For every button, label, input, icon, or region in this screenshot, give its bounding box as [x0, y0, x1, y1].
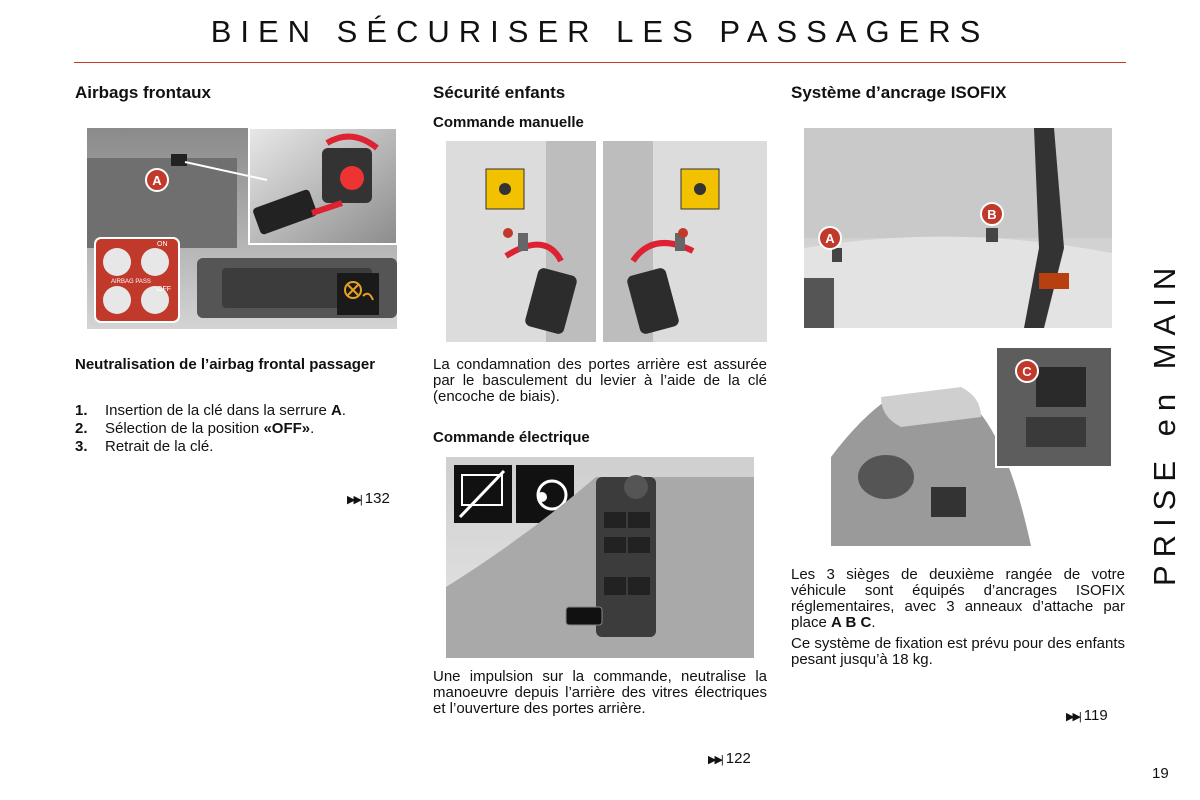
electric-control-text: Une impulsion sur la commande, neutralise la manoeuvre depuis l’arrière des vitres électriques et l’ouverture des portes arrière. — [433, 668, 767, 717]
page-reference-link[interactable]: ▶▶| 119 — [1066, 707, 1108, 724]
page-title: BIEN SÉCURISER LES PASSAGERS — [210, 14, 990, 49]
child-lock-left-illustration — [446, 141, 596, 342]
step-number: 2. — [75, 420, 88, 437]
isofix-armrest-photo — [831, 347, 1112, 546]
next-page-icon: ▶▶| — [347, 494, 361, 506]
list-item — [75, 438, 399, 456]
child-safety-heading: Sécurité enfants — [433, 83, 566, 102]
manual-control-text: La condamnation des portes arrière est assurée par le basculement du levier à l’aide de la clé (encoche de biais). — [433, 356, 767, 405]
child-lock-right-photo — [603, 141, 767, 342]
list-item — [75, 402, 399, 420]
isofix-armrest-illustration — [831, 347, 1112, 546]
airbag-photo — [87, 128, 397, 329]
label-a: A — [152, 173, 162, 188]
airbag-steps-list — [75, 402, 399, 456]
isofix-text-1: Les 3 sièges de deuxième rangée de votre véhicule sont équipés d’ancrages ISOFIX réglementaires, avec 3 anneaux d’attache par place A B C. — [791, 566, 1125, 631]
isofix-seat-photo — [804, 128, 1112, 328]
label-c: C — [1022, 364, 1032, 379]
label-a: A — [825, 231, 835, 246]
header-rule — [74, 62, 1126, 63]
step-number: 1. — [75, 402, 88, 419]
child-lock-right-illustration — [603, 141, 767, 342]
airbag-neutralisation-heading: Neutralisation de l’airbag frontal passager — [75, 356, 376, 373]
label-b: B — [987, 207, 997, 222]
next-page-icon: ▶▶| — [1066, 711, 1080, 723]
page-reference-link[interactable]: ▶▶| 122 — [708, 750, 751, 767]
next-page-icon: ▶▶| — [708, 754, 722, 766]
isofix-seat-illustration — [804, 128, 1112, 328]
isofix-text-2: Ce système de fixation est prévu pour des enfants pesant jusqu’à 18 kg. — [791, 635, 1125, 668]
side-title — [1146, 250, 1186, 590]
manual-control-heading: Commande manuelle — [433, 114, 584, 131]
step-number: 3. — [75, 438, 88, 455]
list-item — [75, 420, 399, 438]
step-text: Retrait de la clé. — [105, 438, 214, 455]
step-text: Insertion de la clé dans la serrure A. — [105, 402, 346, 419]
electric-control-illustration — [446, 457, 754, 658]
airbag-illustration — [87, 128, 397, 329]
label-off: OFF — [157, 286, 171, 293]
page-number: 19 — [1152, 765, 1169, 782]
isofix-heading: Système d’ancrage ISOFIX — [791, 83, 1007, 102]
page-reference-link[interactable]: ▶▶| 132 — [347, 490, 390, 507]
airbags-heading: Airbags frontaux — [75, 83, 212, 102]
label-airbag-pass: AIRBAG PASS — [111, 279, 151, 285]
side-title-text: PRISE en MAIN — [1147, 259, 1182, 586]
electric-control-heading: Commande électrique — [433, 429, 590, 446]
electric-control-photo — [446, 457, 754, 658]
label-on: ON — [157, 241, 168, 248]
step-text: Sélection de la position «OFF». — [105, 420, 315, 437]
child-lock-left-photo — [446, 141, 596, 342]
